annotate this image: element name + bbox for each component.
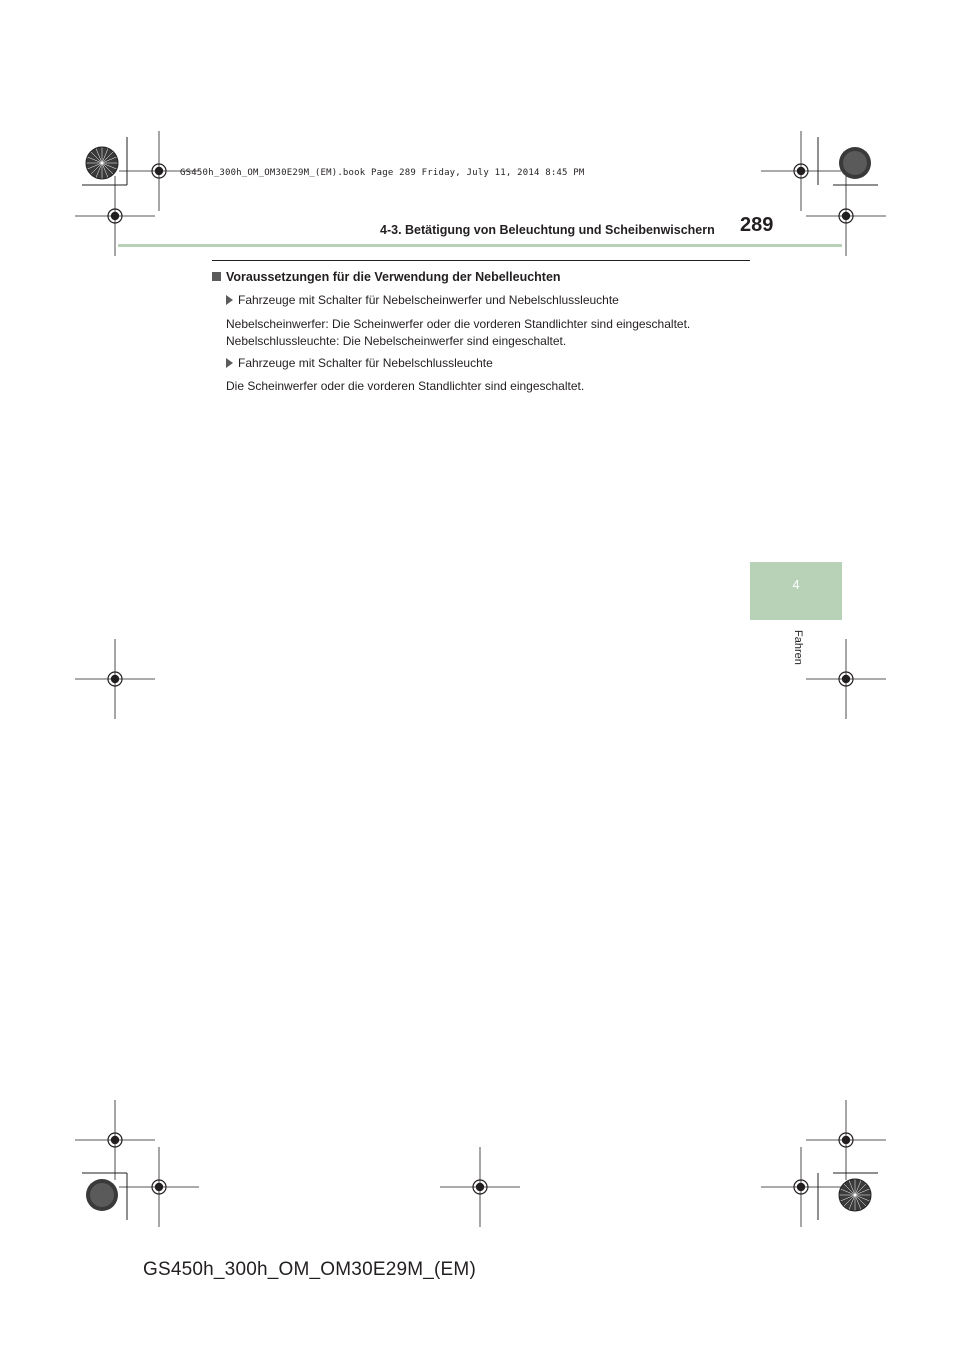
- chapter-number: 4: [792, 577, 800, 592]
- header-rule: [118, 244, 842, 247]
- section-heading: [212, 270, 561, 284]
- chapter-label: Fahren: [792, 630, 804, 665]
- bullet-text: Fahrzeuge mit Schalter für Nebelschlussleuchte: [238, 356, 493, 370]
- bullet-text: Fahrzeuge mit Schalter für Nebelscheinwerfer und Nebelschlussleuchte: [238, 293, 619, 307]
- paragraph-line: Nebelscheinwerfer: Die Scheinwerfer oder die vorderen Standlichter sind eingeschaltet.: [226, 317, 691, 331]
- print-info-line: GS450h_300h_OM_OM30E29M_(EM).book Page 289 Friday, July 11, 2014 8:45 PM: [180, 168, 585, 178]
- page-number: 289: [740, 214, 774, 236]
- bullet-item: [226, 356, 493, 370]
- section-heading-text: Voraussetzungen für die Verwendung der Nebelleuchten: [226, 270, 561, 284]
- paragraph-line: Nebelschlussleuchte: Die Nebelscheinwerfer sind eingeschaltet.: [226, 334, 567, 348]
- triangle-bullet-icon: [226, 358, 233, 368]
- section-header-title: 4-3. Betätigung von Beleuchtung und Scheibenwischern: [380, 223, 715, 237]
- bullet-item: [226, 293, 619, 307]
- triangle-bullet-icon: [226, 295, 233, 305]
- square-bullet-icon: [212, 272, 221, 281]
- paragraph-line: Die Scheinwerfer oder die vorderen Standlichter sind eingeschaltet.: [226, 379, 585, 393]
- footer-code: GS450h_300h_OM_OM30E29M_(EM): [143, 1259, 476, 1280]
- content-rule: [212, 260, 750, 261]
